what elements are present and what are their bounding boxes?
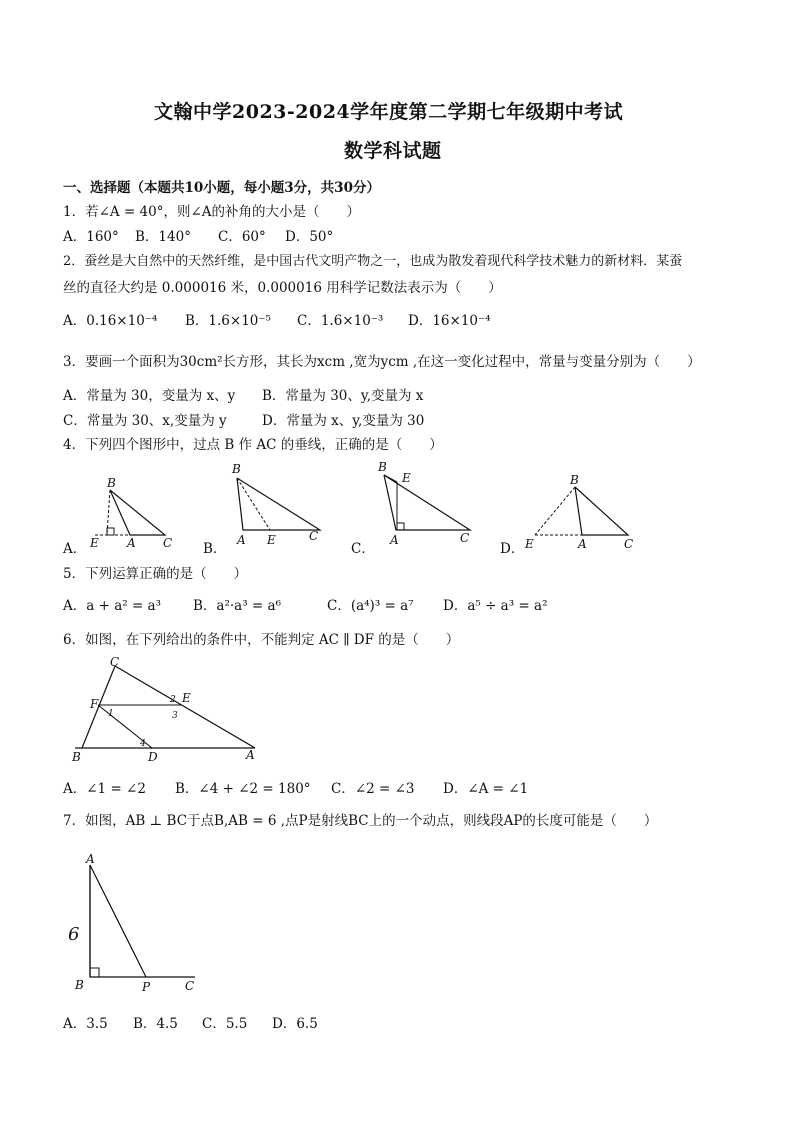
q4c-label-c: C	[460, 531, 470, 545]
q2-option-d: D．16×10⁻⁴	[408, 313, 491, 329]
q1-option-d: D．50°	[285, 229, 334, 245]
q3-option-b: B．常量为 30、y,变量为 x	[262, 388, 424, 404]
q4a-label-a: A	[127, 536, 136, 550]
q6-option-d: D．∠A = ∠1	[443, 781, 529, 797]
q7-label-length: 6	[68, 924, 80, 945]
q1-option-c: C．60°	[218, 229, 266, 245]
q3-option-c: C．常量为 30、x,变量为 y	[63, 413, 227, 429]
section-heading: 一、选择题（本题共10小题，每小题3分，共30分）	[63, 180, 380, 196]
q6-label-f: F	[90, 697, 99, 711]
q6-option-a: A．∠1 = ∠2	[63, 781, 146, 797]
q4-option-d-label: D．	[500, 541, 525, 557]
exam-title: 文翰中学2023-2024学年度第二学期七年级期中考试	[154, 101, 624, 123]
q4d-label-e: E	[525, 537, 534, 551]
q6-label-a: A	[246, 748, 255, 762]
q7-option-b: B．4.5	[133, 1016, 178, 1032]
q4c-label-e: E	[402, 471, 411, 485]
q6-angle-2: 2	[170, 695, 176, 705]
question-7-stem: 7．如图，AB ⊥ BC于点B,AB = 6 ,点P是射线BC上的一个动点，则线段AP的长度可能是（ ）	[63, 813, 658, 829]
q6-option-c: C．∠2 = ∠3	[331, 781, 415, 797]
q4-figure-a	[85, 475, 195, 550]
q7-option-d: D．6.5	[272, 1016, 318, 1032]
q7-label-c: C	[185, 979, 195, 993]
q4b-label-c: C	[309, 529, 319, 543]
q6-label-e: E	[182, 691, 191, 705]
q6-angle-1: 1	[108, 709, 114, 719]
q2-option-b: B．1.6×10⁻⁵	[185, 313, 271, 329]
q7-label-b: B	[75, 978, 84, 992]
exam-subtitle: 数学科试题	[344, 140, 442, 162]
q5-option-d: D．a⁵ ÷ a³ = a²	[443, 598, 548, 614]
q4a-label-e: E	[90, 536, 99, 550]
q6-angle-3: 3	[172, 711, 178, 721]
q7-option-c: C．5.5	[202, 1016, 248, 1032]
question-3-stem: 3．要画一个面积为30cm²长方形，其长为xcm ,宽为ycm ,在这一变化过程中，常量与变量分别为（ ）	[63, 354, 701, 370]
q1-option-b: B．140°	[135, 229, 191, 245]
q4-option-a-label: A．	[63, 541, 87, 557]
q6-label-b: B	[72, 750, 81, 764]
q4-option-c-label: C．	[351, 541, 375, 557]
q5-option-b: B．a²·a³ = a⁶	[193, 598, 281, 614]
q4-option-b-label: B．	[203, 541, 227, 557]
q6-angle-4: 4	[140, 739, 146, 749]
q4d-label-c: C	[624, 537, 634, 551]
q7-option-a: A．3.5	[63, 1016, 108, 1032]
question-5-stem: 5．下列运算正确的是（ ）	[63, 566, 248, 582]
q4b-label-e: E	[267, 533, 276, 547]
q7-label-p: P	[142, 980, 151, 994]
q7-figure	[70, 850, 210, 1000]
q6-label-d: D	[148, 750, 158, 764]
q1-option-a: A．160°	[63, 229, 119, 245]
q4b-label-b: B	[232, 462, 241, 476]
q7-label-a: A	[86, 852, 95, 866]
q2-option-c: C．1.6×10⁻³	[297, 313, 384, 329]
q3-option-d: D．常量为 x、y,变量为 30	[262, 413, 425, 429]
q4c-label-b: B	[378, 460, 387, 474]
question-1-stem: 1．若∠A = 40°，则∠A的补角的大小是（ ）	[63, 204, 361, 220]
question-2-stem-line1: 2．蚕丝是大自然中的天然纤维，是中国古代文明产物之一，也成为散发着现代科学技术魅力的新材料．某蚕	[63, 254, 683, 269]
q3-option-a: A．常量为 30，变量为 x、y	[63, 388, 236, 404]
question-2-stem-line2: 丝的直径大约是 0.000016 米，0.000016 用科学记数法表示为（ ）	[63, 280, 502, 296]
q5-option-a: A．a + a² = a³	[63, 598, 162, 614]
q2-option-a: A．0.16×10⁻⁴	[63, 313, 158, 329]
q5-option-c: C．(a⁴)³ = a⁷	[327, 598, 414, 614]
q4d-label-b: B	[570, 473, 579, 487]
question-4-stem: 4．下列四个图形中，过点 B 作 AC 的垂线，正确的是（ ）	[63, 437, 443, 453]
q4a-label-c: C	[163, 536, 173, 550]
q6-figure	[70, 655, 270, 768]
q6-option-b: B．∠4 + ∠2 = 180°	[175, 781, 311, 797]
q4b-label-a: A	[237, 533, 246, 547]
q4d-label-a: A	[578, 537, 587, 551]
q4c-label-a: A	[390, 533, 399, 547]
q4-figure-d	[520, 472, 640, 552]
question-6-stem: 6．如图，在下列给出的条件中，不能判定 AC ∥ DF 的是（ ）	[63, 632, 460, 648]
q4a-label-b: B	[107, 476, 116, 490]
q4-figure-b	[225, 460, 335, 550]
q4-figure-c	[372, 460, 492, 550]
q6-label-c: C	[110, 655, 120, 669]
